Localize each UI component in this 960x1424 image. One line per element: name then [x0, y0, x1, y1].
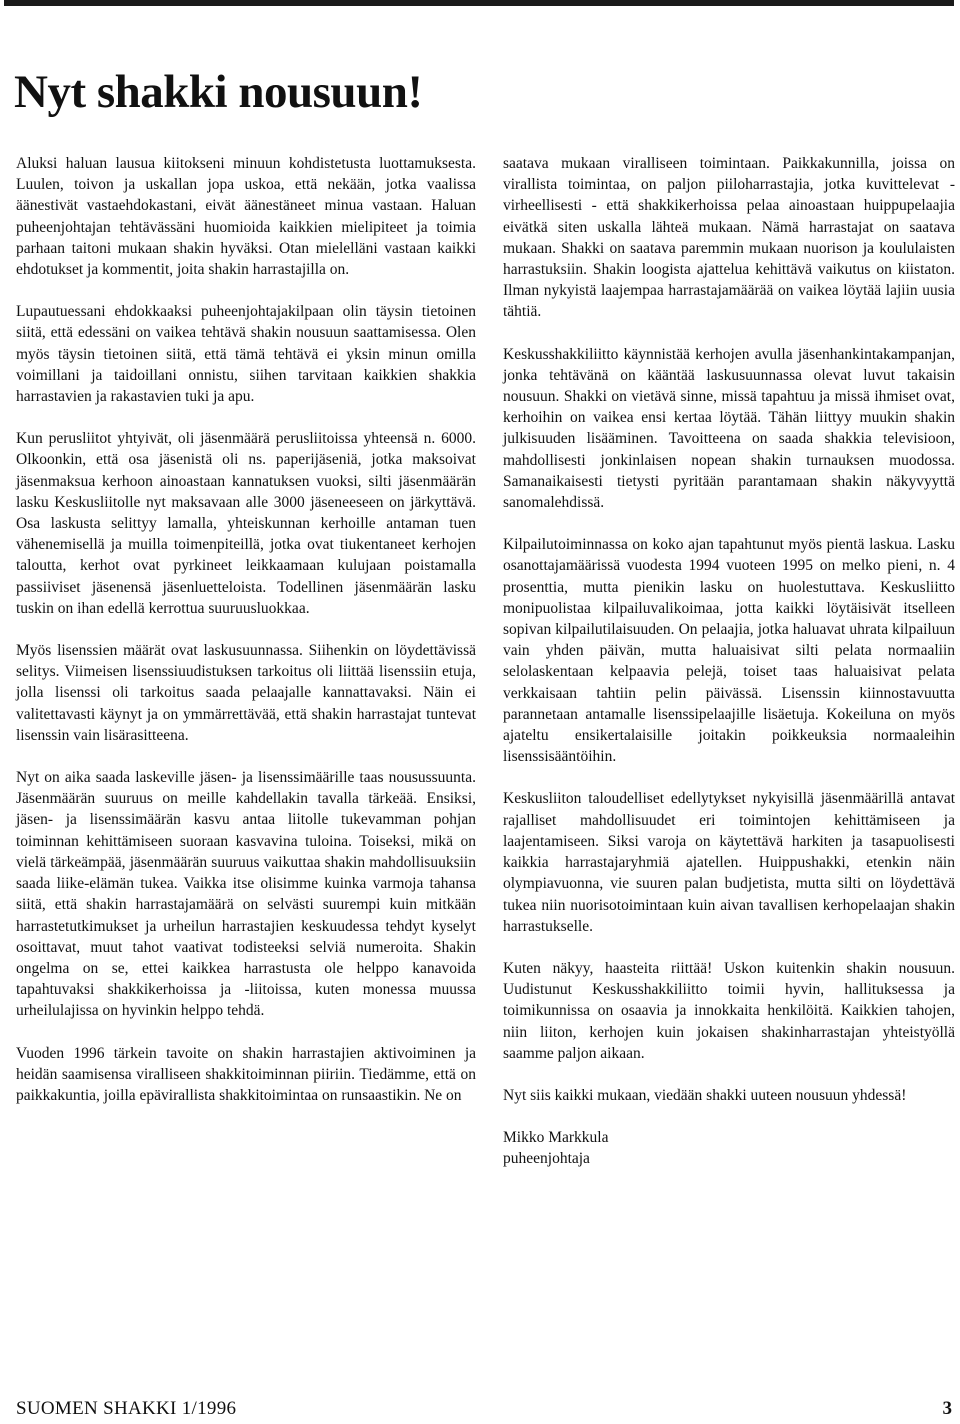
footer-publication: SUOMEN SHAKKI 1/1996: [16, 1398, 237, 1419]
page-number: 3: [942, 1398, 952, 1419]
signature: [503, 1127, 955, 1169]
signature-role: puheenjohtaja: [503, 1150, 590, 1168]
signature-name: Mikko Markkula: [503, 1129, 609, 1147]
paragraph: Kilpailutoiminnassa on koko ajan tapahtunut myös pientä laskua. Lasku osanottajamäärissä vuodesta 1994 vuoteen 1995 on melko pieni, n. 4 prosenttia, mutta pienikin lasku on huolestuttava. Keskusliitto monipuolistaa kilpailuvalikoimaa, jotta kaikki löytäisivät itselleen sopivan kilpailutilaisuuden. On pelaajia, jotka haluavat uhrata kilpailuun vain yhden päivän, mutta haluaisivat silti pelata normaaliin selolaskentaan kelpaavia pelejä, toiset taas haluaisivat pelata verkkaisaan tahtiin pelin päivässä. Lisenssin kiinnostavuutta parannetaan antamalle lisenssipelaajille lisäetuja. Kokeiluna on myös ajateltu ensikertalaisille joitakin poikkeuksia normaaleihin lisenssisääntöihin.: [503, 536, 955, 766]
article-title: Nyt shakki nousuun!: [14, 66, 423, 118]
right-column: [503, 153, 955, 1170]
paragraph: Nyt siis kaikki mukaan, viedään shakki uuteen nousuun yhdessä!: [503, 1086, 907, 1104]
paragraph: Vuoden 1996 tärkein tavoite on shakin harrastajien aktivoiminen ja heidän saamisensa viralliseen shakkitoiminnan piiriin. Tiedämme, että on paikkakuntia, joilla epävirallista shakkitoimintaa on runsaastikin. Ne on: [16, 1044, 476, 1104]
paragraph: Lupautuessani ehdokkaaksi puheenjohtajakilpaan olin täysin tietoinen siitä, että edessäni on vaikea tehtävä shakin nousuun saattamisessa. Olen myös täysin tietoinen siitä, että tämä tehtävä ei yksin minun omilla voimillani ja taidoillani onnistu, siihen tarvitaan kaikkien shakkia harrastavien ja rakastavien tuki ja apu.: [16, 303, 476, 406]
paragraph: Nyt on aika saada laskeville jäsen- ja lisenssimäärille taas nousussuunta. Jäsenmäärän suuruus on meille kahdellakin tavalla tärkeää. Ensiksi, jäsen- ja lisenssimäärän kasvu antaa liitolle tukevamman pohjan toiminnan kehittämiseen suoraan kasvavina tuloina. Toiseksi, mikä on vielä tärkeämpää, jäsenmäärän suuruus vaikuttaa shakin mahdollisuuksiin saada liike-elämän tukea. Vaikka itse olisimme kuinka varmoja tahansa siitä, että shakin harrastajamäärä on selvästi suurempi kuin mitkään harrastetutkimukset ja urheilun harrastajien keskuudessa tehdyt kyselyt osoittavat, muut tahot vaativat todisteeksi selviä numeroita. Shakin ongelma on se, ettei kaikkea harrastusta ole helppo kanavoida tapahtuvaksi shakkikerhoissa ja -liitoissa, kuten monessa muussa urheilulajissa on hyvinkin helppo tehdä.: [16, 769, 476, 1020]
paragraph: Myös lisenssien määrät ovat laskusuunnassa. Siihenkin on löydettävissä selitys. Viimeisen lisenssiuudistuksen tarkoitus oli liittää lisenssiin etuja, jolla lisenssi oli tarkoitus saada pelaajalle kannattavaksi. Näin ei valitettavasti käynyt ja on ymmärrettävää, että shakin harrastajat tuntevat lisenssin vain lisärasitteena.: [16, 642, 476, 744]
paragraph: saatava mukaan viralliseen toimintaan. Paikkakunnilla, joissa on virallista toimintaa, on paljon piiloharrastajia, jotka kuvittelevat - virheellisesti - että shakkikerhoissa pelaa ainoastaan huippupelaajia eivätkä siten uskalla lähteä mukaan. Nämä harrastajat on saatava mukaan. Shakki on saatava paremmin mukaan nuorison ja koululaisten harrastuksiin. Shakin loogista ajattelua kehittävä vaikutus on kiistaton. Ilman nykyistä laajempaa harrastajamäärää on vaikea löytää lajiin uusia tähtiä.: [503, 155, 955, 321]
paragraph: Aluksi haluan lausua kiitokseni minuun kohdistetusta luottamuksesta. Luulen, toivon ja uskallan jopa uskoa, että nekään, jotka vaalissa äänestivät vastaehdokastani, eivät äänestäneet minua vastaan. Haluan puheenjohtajan tehtävässäni huomioida kaikkien mielipiteet ja toimia parhaan taitoni mukaan shakin hyväksi. Otan mielelläni vastaan kaikki ehdotukset ja kommentit, joita shakin harrastajilla on.: [16, 155, 476, 279]
paragraph: Kun perusliitot yhtyivät, oli jäsenmäärä perusliitoissa yhteensä n. 6000. Olkoonkin, että osa jäsenistä oli ns. paperijäseniä, jotka maksoivat jäsenmaksua kerhoon ainoastaan kannatuksen vuoksi, silti jäsenmäärän lasku Keskusliitolle nyt maksavaan alle 3000 jäseneeseen on järkyttävä. Osa laskusta selittyy lamalla, yhteiskunnan kerhoille antaman tuen vähenemisellä ja muilla toimenpiteillä, jotka ovat tiukentaneet kerhojen taloutta, kerhot ovat pyrkineet leikkaamaan kulujaan poistamalla passiiviset jäsenensä jäsenluetteloista. Todellinen jäsenmäärän lasku tuskin on ihan edellä kerrottua suuruusluokkaa.: [16, 430, 476, 617]
paragraph: Keskusliiton taloudelliset edellytykset nykyisillä jäsenmäärillä antavat rajalliset mahdollisuudet eri toimintojen kehittämiseen ja laajentamiseen. Siksi varoja on käytettävä harkiten ja tasapuolisesti kaikkia harrastajaryhmiä ajatellen. Huippushakki, etenkin näin olympiavuonna, vie suuren palan budjetista, mutta silti on löydettävä tukea niin nuorisotoimintaan kuin aivan tavallisen kerhopelaajan shakin harrastukselle.: [503, 790, 955, 935]
paragraph: Keskusshakkiliitto käynnistää kerhojen avulla jäsenhankintakampanjan, jonka tehtävänä on kääntää laskusuunnassa olevat luvut takaisin nousuun. Shakki on vietävä sinne, missä tapahtuu ja missä ihmiset ovat, kerhoihin on vaikea ensi kertaa löytää. Tähän liittyy muukin shakin julkisuuden lisääminen. Tavoitteena on saada shakkia televisioon, mahdollisesti jonkinlaisen nopean shakin turnauksen muodossa. Samanaikaisesti tietysti pyritään parantamaan shakin näkyvyyttä sanomalehdissä.: [503, 345, 955, 512]
top-rule: [4, 0, 954, 6]
paragraph: Kuten näkyy, haasteita riittää! Uskon kuitenkin shakin nousuun. Uudistunut Keskusshakkiliitto toimii hyvin, hallituksessa ja toimikunnissa on osaavia ja innokkaita henkilöitä. Kaikkien tahojen, niin liiton, kerhojen kuin jokaisen shakinharrastajan yhteistyöllä saamme paljon aikaan.: [503, 959, 955, 1062]
left-column: [16, 153, 476, 1106]
